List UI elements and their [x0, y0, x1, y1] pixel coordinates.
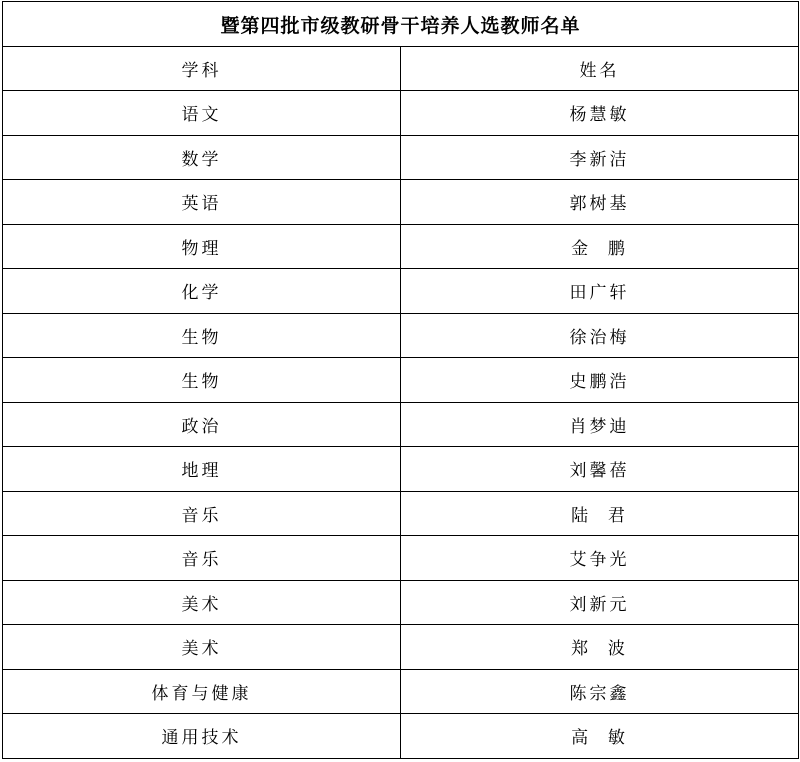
- subject-cell: 英语: [3, 180, 401, 225]
- name-cell: 郑 波: [401, 625, 799, 670]
- name-cell: 陆 君: [401, 491, 799, 536]
- name-cell: 徐治梅: [401, 313, 799, 358]
- table-row: [3, 135, 799, 180]
- table-row: [3, 536, 799, 581]
- teacher-roster-table: [2, 1, 799, 759]
- subject-column-header: 学科: [3, 47, 401, 91]
- name-cell: 陈宗鑫: [401, 669, 799, 714]
- subject-cell: 美术: [3, 580, 401, 625]
- name-cell: 刘新元: [401, 580, 799, 625]
- table-row: [3, 491, 799, 536]
- table-title: 暨第四批市级教研骨干培养人选教师名单: [3, 2, 799, 47]
- table-row: [3, 224, 799, 269]
- name-cell: 李新洁: [401, 135, 799, 180]
- table-row: [3, 313, 799, 358]
- table-row: [3, 669, 799, 714]
- table-row: [3, 580, 799, 625]
- subject-cell: 物理: [3, 224, 401, 269]
- subject-cell: 化学: [3, 269, 401, 314]
- name-cell: 杨慧敏: [401, 91, 799, 136]
- subject-cell: 音乐: [3, 491, 401, 536]
- header-row: [3, 47, 799, 91]
- table-row: [3, 447, 799, 492]
- name-cell: 郭树基: [401, 180, 799, 225]
- name-cell: 肖梦迪: [401, 402, 799, 447]
- table-row: [3, 269, 799, 314]
- title-row: [3, 2, 799, 47]
- subject-cell: 政治: [3, 402, 401, 447]
- subject-cell: 语文: [3, 91, 401, 136]
- table-row: [3, 91, 799, 136]
- subject-cell: 数学: [3, 135, 401, 180]
- subject-cell: 地理: [3, 447, 401, 492]
- subject-cell: 美术: [3, 625, 401, 670]
- name-cell: 田广轩: [401, 269, 799, 314]
- name-column-header: 姓名: [401, 47, 799, 91]
- name-cell: 高 敏: [401, 714, 799, 759]
- name-cell: 金 鹏: [401, 224, 799, 269]
- table-row: [3, 714, 799, 759]
- subject-cell: 体育与健康: [3, 669, 401, 714]
- table-row: [3, 625, 799, 670]
- table-row: [3, 180, 799, 225]
- table-row: [3, 402, 799, 447]
- subject-cell: 音乐: [3, 536, 401, 581]
- subject-cell: 生物: [3, 358, 401, 403]
- subject-cell: 生物: [3, 313, 401, 358]
- name-cell: 刘馨蓓: [401, 447, 799, 492]
- name-cell: 史鹏浩: [401, 358, 799, 403]
- table-row: [3, 358, 799, 403]
- subject-cell: 通用技术: [3, 714, 401, 759]
- name-cell: 艾争光: [401, 536, 799, 581]
